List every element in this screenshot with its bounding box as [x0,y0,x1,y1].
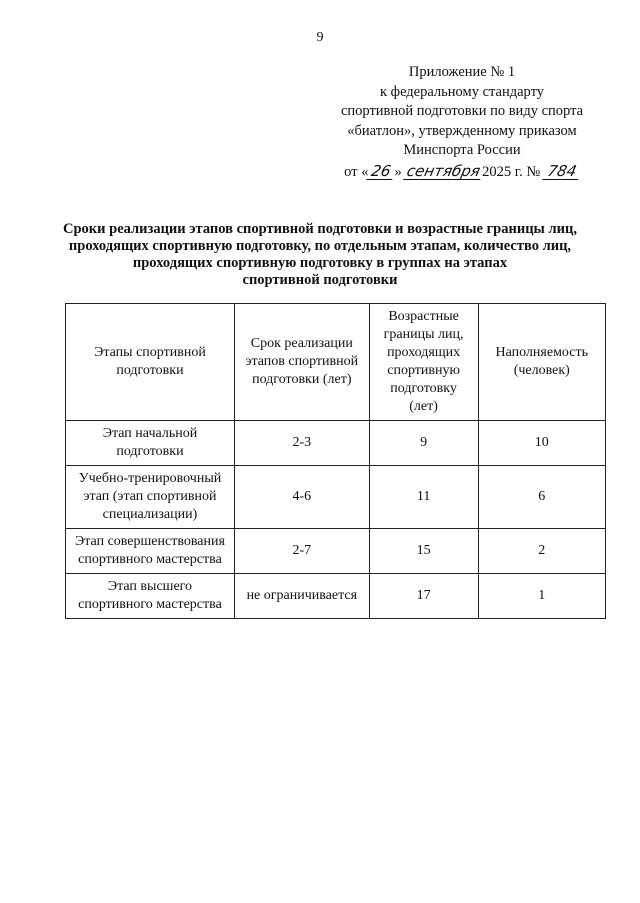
age-cell: 9 [369,421,478,466]
title-line: проходящих спортивную подготовку в группах на этапах [132,255,508,271]
title-line: спортивной подготовки [242,272,398,288]
duration-cell: 2-7 [234,529,369,574]
stage-name-cell: Этап высшего спортивного мастерства [66,574,235,619]
stage-name-cell: Этап совершенствования спортивного мастерства [66,529,235,574]
order-prefix: от « [344,163,369,180]
header-duration: Срок реализации этапов спортивной подготовки (лет) [234,304,369,421]
header-age-limits: Возрастные границы лиц, проходящих спортивную подготовку (лет) [369,304,478,421]
order-year: 2025 г. № [482,163,541,180]
table-row [66,574,606,619]
appendix-line: спортивной подготовки по виду спорта [340,103,584,119]
appendix-line: «биатлон», утвержденному приказом [347,122,577,139]
stages-table [65,303,606,619]
table-row [66,421,606,466]
order-date-line [312,163,612,183]
stage-name-cell: Учебно-тренировочный этап (этап спортивной специализации) [66,466,235,529]
appendix-header [312,63,612,182]
duration-cell: 2-3 [234,421,369,466]
title-line: проходящих спортивную подготовку, по отдельным этапам, количество лиц, [68,238,572,254]
appendix-line: к федеральному стандарту [380,83,544,100]
group-size-cell: 10 [478,421,606,466]
age-cell: 11 [369,466,478,529]
appendix-line: Минспорта России [403,142,521,158]
group-size-cell: 6 [478,466,606,529]
order-month-handwritten: сентября [405,161,483,180]
table-row [66,466,606,529]
appendix-line: Приложение № 1 [408,64,516,80]
order-mid: » [394,163,402,180]
header-group-size: Наполняемость (человек) [478,304,606,421]
document-title [0,221,640,289]
order-number-handwritten: 784 [542,163,582,180]
order-day-handwritten: 26 [367,163,397,180]
group-size-cell: 1 [478,574,606,619]
table-row [66,529,606,574]
title-line: Сроки реализации этапов спортивной подготовки и возрастные границы лиц, [63,221,577,237]
duration-cell: 4-6 [234,466,369,529]
page-number: 9 [316,30,324,45]
header-stages: Этапы спортивной подготовки [66,304,235,421]
stage-name-cell: Этап начальной подготовки [66,421,235,466]
age-cell: 15 [369,529,478,574]
group-size-cell: 2 [478,529,606,574]
table-header-row [66,304,606,421]
age-cell: 17 [369,574,478,619]
duration-cell: не ограничивается [234,574,369,619]
